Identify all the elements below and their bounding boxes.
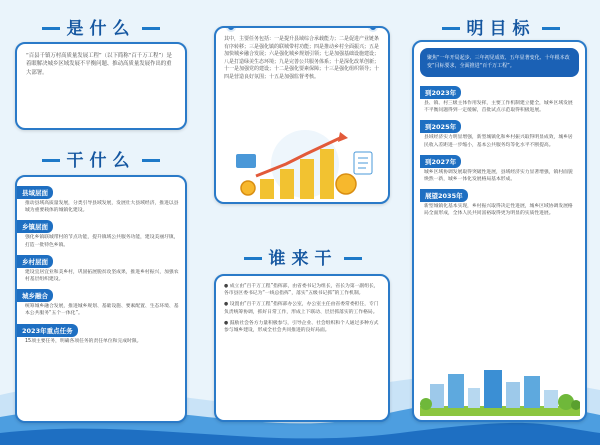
section-integration [17, 283, 185, 317]
section-county [17, 180, 185, 214]
tasks-intro: 其中，主要任务包括：一是提升县域综合承载能力；二是促进产业链条有序转移；三是强化镇的联城带村功能；四是推动乡村全面振兴；五是加快城乡融合发展；六是强化城乡规划引领；七是加强基础设施建设；八是打造绿美生态环境；九是完善公共服务体系；十是深化改革创新；十一是加强党的建设；十二是强化要素保障；十三是强化组织领导；十四是营造良好氛围；十五是加强监督考核。 [224, 36, 380, 80]
do-panel [15, 175, 187, 423]
goal-label: 展望2035年 [420, 189, 468, 202]
who-item: ● 鼓励社会各方力量积极参与，引导企业、社会组织和个人通过多种方式参与城乡建设，形成全社会共同推进的良好局面。 [224, 320, 379, 334]
goal-text: 城乡区域协调发展取得突破性进展，县域经济实力显著增强，镇村面貌焕然一新，城乡一体化发展格局基本形成。 [424, 169, 573, 183]
who-title: 谁来干 [248, 244, 358, 269]
section-text: 强化乡镇联城带村的节点功能，提升镇域公共服务功能，建设美丽圩镇，打造一批特色乡镇。 [25, 235, 179, 248]
section-2023 [17, 318, 185, 345]
section-village [17, 249, 185, 283]
section-text: 建设宜居宜业和美乡村，巩固拓展脱贫攻坚成果，推进乡村振兴，加强农村基层组织建设。 [25, 269, 179, 283]
section-label: 县域层面 [17, 186, 53, 199]
goal-2023 [420, 80, 579, 114]
who-item: ● 设置由“百千万工程”指挥部办公室，办公室主任由省委常委担任，专门负责统筹协调，抓好日常工作，形成上下联动、层层抓落实的工作格局。 [224, 302, 379, 315]
section-label: 城乡融合 [17, 289, 53, 302]
goal-label: 到2027年 [420, 155, 461, 168]
city-illustration [420, 366, 580, 416]
section-label: 乡镇层面 [17, 220, 53, 233]
what-body: “百县千镇万村高质量发展工程”（以下简称“百千万工程”）是着眼解决城乡区域发展不平衡问题、推动高质量发展作出的重大部署。 [26, 53, 172, 76]
what-panel [15, 42, 187, 130]
section-town [17, 214, 185, 248]
goal-text: 县域经济实力明显增强，新型城镇化和乡村振兴取得明显成效，城乡居民收入差距进一步缩小，基本公共服务均等化水平不断提高。 [424, 135, 573, 148]
tasks-panel [214, 26, 390, 204]
who-item: ● 成立由“百千万工程”指挥部，由省委书记为组长，省长为第一副组长，各市县区委书记为“一线总指挥”，落实“五级书记抓”的工作机制。 [224, 284, 379, 297]
left-title: 是什么 [46, 14, 156, 39]
section-text: 推动县域高质量发展，分类引导县域发展，发展壮大县域经济，推进以县城为重要载体的城镇化建设。 [25, 201, 179, 214]
growth-illustration [230, 124, 380, 204]
right-title: 明目标 [446, 14, 556, 39]
section-label: 乡村层面 [17, 255, 53, 268]
goal-2035 [420, 183, 579, 217]
goal-label: 到2023年 [420, 86, 461, 99]
who-panel [214, 274, 390, 422]
goal-text: 县、镇、村三级主体作用发挥，主要工作机制建立健全，城乡区域发展不平衡问题得到一定缓解，首批试点示范取得积极进展。 [424, 101, 573, 114]
section-label: 2023年重点任务 [17, 324, 78, 337]
section-text: 15项主要任务，明确各项任务的责任单位和完成时限。 [25, 338, 142, 344]
section-text: 统筹城乡融合发展，推进城乡规划、基础设施、要素配置、生态环境、基本公共服务“五个一体化”。 [25, 304, 179, 317]
goal-2025 [420, 114, 579, 148]
goals-intro: 聚焦“一年开局起步、三年初见成效、五年显著变化、十年根本改变”目标要求，全面推进“百千万工程”。 [420, 48, 579, 77]
left-subtitle: 干什么 [46, 146, 156, 171]
goal-2027 [420, 149, 579, 183]
goals-panel [412, 40, 587, 422]
goal-label: 到2025年 [420, 120, 461, 133]
goal-text: 新型城镇化基本实现，乡村振兴取得决定性进展，城乡区域协调发展格局全面形成，全体人民共同富裕取得更为明显的实质性进展。 [424, 204, 573, 217]
